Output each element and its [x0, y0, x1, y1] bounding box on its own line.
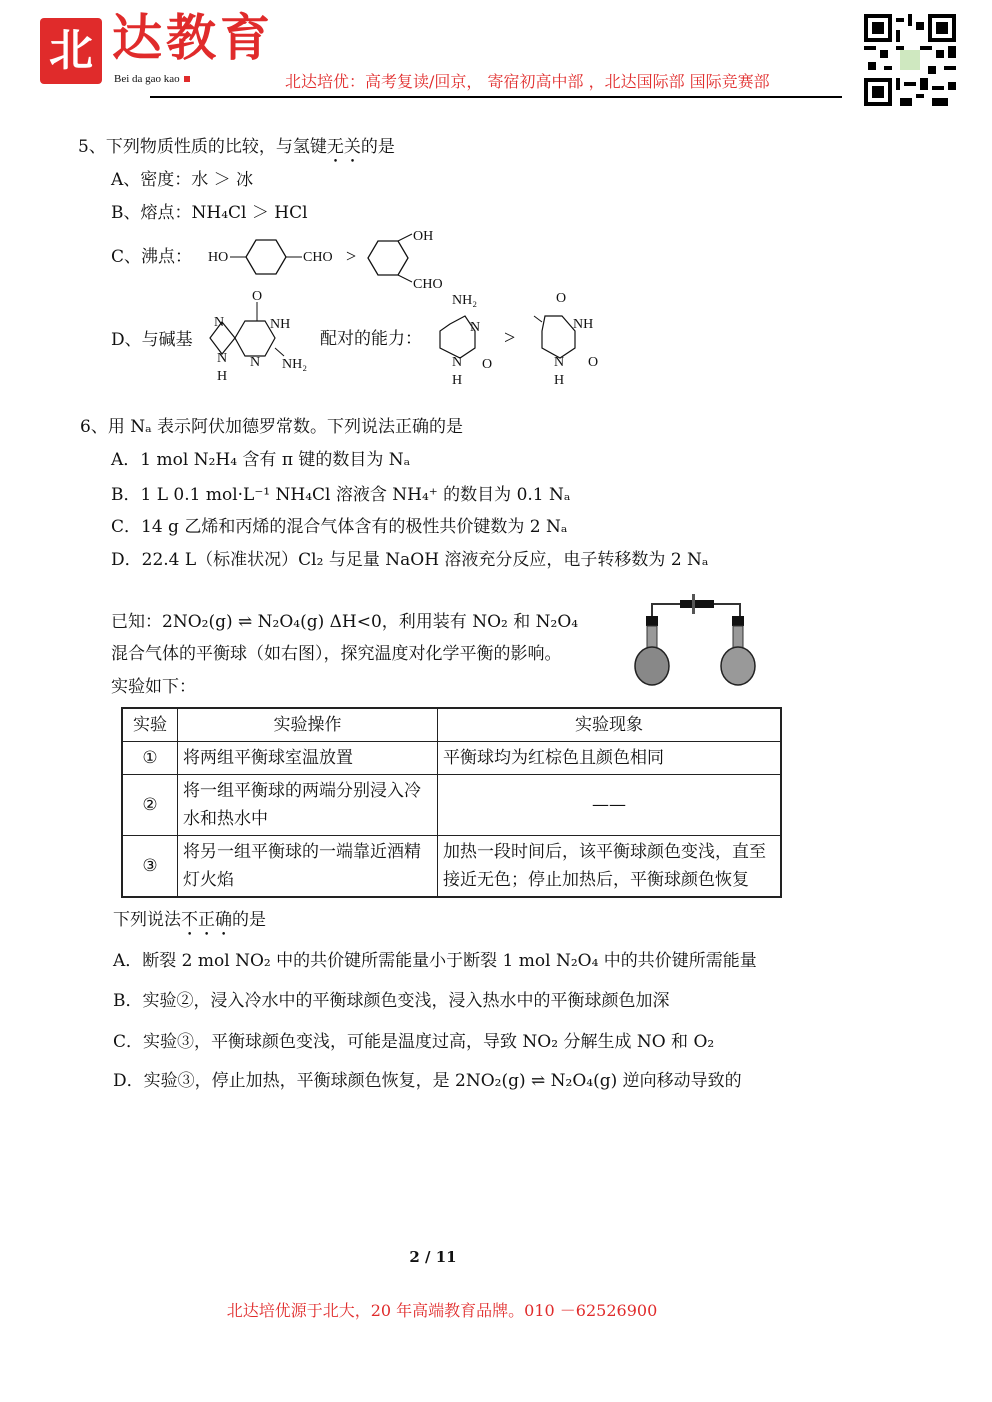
logo-square-icon	[184, 76, 190, 82]
header-divider	[150, 96, 842, 98]
thymine-ring	[542, 316, 575, 358]
q7-ask-pre: 下列说法	[113, 910, 181, 930]
thymine-o2: O	[588, 355, 599, 370]
table-cell: 平衡球均为红棕色且颜色相同	[438, 742, 782, 775]
benzene-ring-1	[246, 240, 286, 274]
table-row	[122, 775, 781, 836]
table-cell: ——	[438, 775, 782, 836]
q5-option-d-mid: 配对的能力：	[320, 329, 422, 349]
q7-option-c: C．实验③，平衡球颜色变浅，可能是温度过高，导致 NO₂ 分解生成 NO 和 O₂	[113, 1032, 715, 1052]
mol2-cho: CHO	[413, 277, 443, 292]
table-header: 实验现象	[438, 708, 782, 742]
table-cell: 将一组平衡球的两端分别浸入冷水和热水中	[178, 775, 438, 836]
q7-option-d: D．实验③，停止加热，平衡球颜色恢复，是 2NO₂(g) ⇌ N₂O₄(g) 逆向移动导致的	[113, 1071, 742, 1091]
q5-d-gt: >	[504, 327, 516, 349]
experiment-table	[121, 707, 782, 898]
q7-intro-line1: 已知：2NO₂(g) ⇌ N₂O₄(g) ΔH<0，利用装有 NO₂ 和 N₂O₄	[111, 612, 579, 632]
q5-stem	[78, 136, 395, 167]
thymine-nh: NH	[573, 317, 594, 332]
table-header-row	[122, 708, 781, 742]
q7-option-b: B．实验②，浸入冷水中的平衡球颜色变浅，浸入热水中的平衡球颜色加深	[113, 991, 670, 1011]
benzene-ring-2	[368, 241, 408, 275]
mol1-ho: HO	[208, 250, 229, 265]
q7-intro-line3: 实验如下：	[111, 677, 196, 697]
cytosine-n1: N	[452, 355, 463, 370]
base-pair-structures	[430, 286, 610, 386]
guanine-h9: H	[217, 369, 228, 382]
table-cell: 将另一组平衡球的一端靠近酒精灯火焰	[178, 836, 438, 898]
guanine-o: O	[252, 289, 263, 304]
guanine-structure	[200, 286, 320, 382]
guanine-n7: N	[214, 315, 225, 330]
table-cell: ②	[122, 775, 178, 836]
table-header: 实验	[122, 708, 178, 742]
guanine-n9: N	[217, 351, 228, 366]
table-cell: ①	[122, 742, 178, 775]
q7-intro-line2: 混合气体的平衡球（如右图），探究温度对化学平衡的影响。	[111, 644, 562, 664]
table-row	[122, 742, 781, 775]
q7-ask	[113, 909, 266, 940]
q5-option-c-structures	[206, 226, 466, 292]
thymine-h1: H	[554, 373, 565, 386]
q7-ask-emphasis: 不正确	[181, 910, 232, 930]
cytosine-nh2: NH₂	[452, 293, 478, 308]
q6-option-c: C．14 g 乙烯和丙烯的混合气体含有的极性共价键数为 2 Nₐ	[111, 517, 568, 537]
logo-mark: 北	[40, 18, 102, 84]
header-slogan: 北达培优：高考复读/回京， 寄宿初高中部 ，北达国际部 国际竞赛部	[285, 72, 770, 91]
page-number: 2 / 11	[409, 1248, 457, 1266]
table-cell: 加热一段时间后，该平衡球颜色变浅，直至接近无色；停止加热后，平衡球颜色恢复	[438, 836, 782, 898]
q6-option-d: D．22.4 L（标准状况）Cl₂ 与足量 NaOH 溶液充分反应，电子转移数为 2 Nₐ	[111, 550, 709, 570]
q5-stem-pre: 5、下列物质性质的比较，与氢键	[78, 137, 327, 157]
table-header: 实验操作	[178, 708, 438, 742]
logo-name: 达教育	[112, 8, 274, 67]
guanine-nh: NH	[270, 317, 291, 332]
logo-subtitle-text: Bei da gao kao	[114, 73, 180, 85]
cytosine-h1: H	[452, 373, 463, 386]
footer-slogan: 北达培优源于北大，20 年高端教育品牌。010 －62526900	[226, 1301, 658, 1320]
logo-subtitle	[114, 72, 190, 86]
q5-option-c-label: C、沸点：	[111, 247, 193, 267]
q5-option-b: B、熔点：NH₄Cl ＞ HCl	[111, 203, 308, 223]
guanine-nh2: NH₂	[282, 357, 308, 372]
q6-option-a: A．1 mol N₂H₄ 含有 π 键的数目为 Nₐ	[111, 450, 411, 470]
thymine-n1: N	[554, 355, 565, 370]
equilibrium-ball-apparatus	[630, 592, 760, 688]
table-cell: ③	[122, 836, 178, 898]
table-row	[122, 836, 781, 898]
q5-option-d-label: D、与碱基	[111, 330, 193, 350]
q7-option-a: A．断裂 2 mol NO₂ 中的共价键所需能量小于断裂 1 mol N₂O₄ 中的共价键所需能量	[113, 951, 757, 971]
q5-option-a: A、密度：水 ＞ 冰	[111, 170, 254, 190]
thymine-o4: O	[556, 291, 567, 306]
mol2-oh: OH	[413, 229, 434, 244]
q7-ask-post: 的是	[232, 910, 266, 930]
mol1-cho: CHO	[303, 250, 333, 265]
q6-stem: 6、用 Nₐ 表示阿伏加德罗常数。下列说法正确的是	[80, 417, 464, 437]
guanine-n3: N	[250, 355, 261, 370]
qr-code-icon	[864, 14, 956, 106]
cytosine-n3: N	[470, 320, 481, 335]
table-cell: 将两组平衡球室温放置	[178, 742, 438, 775]
q6-option-b: B．1 L 0.1 mol·L⁻¹ NH₄Cl 溶液含 NH₄⁺ 的数目为 0.1 Nₐ	[111, 485, 571, 505]
q5-stem-post: 的是	[360, 137, 395, 157]
q5-c-gt: >	[346, 246, 357, 266]
q5-stem-emphasis: 无关	[326, 137, 361, 157]
cytosine-o: O	[482, 357, 493, 372]
